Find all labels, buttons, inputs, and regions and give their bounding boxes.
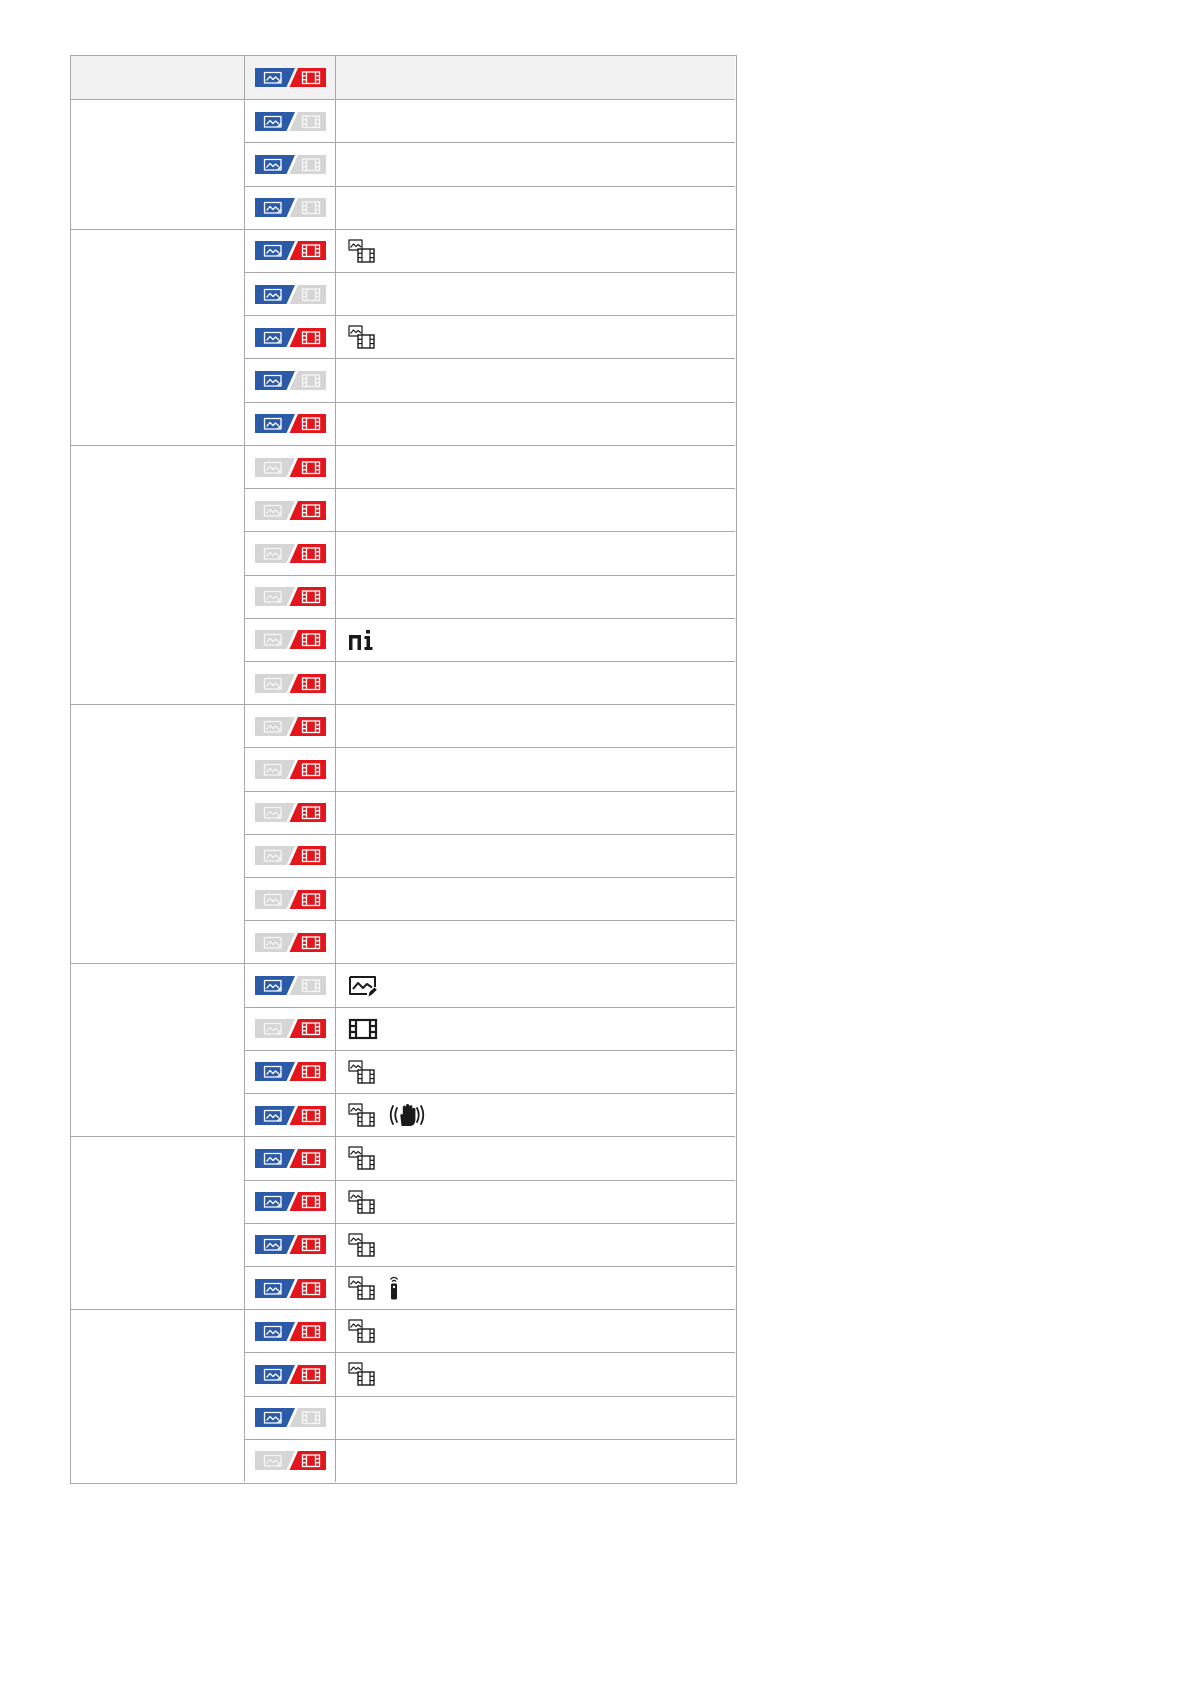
still-mode-icon — [255, 1192, 295, 1211]
still-mode-icon — [255, 717, 295, 736]
movie-mode-icon — [289, 933, 326, 952]
still-mode-icon — [255, 155, 295, 174]
detail-cell — [335, 488, 735, 531]
shooting-mode-badge — [255, 1106, 326, 1125]
shooting-mode-table — [70, 55, 737, 1484]
group-label-cell — [71, 1136, 244, 1309]
detail-cell — [335, 1093, 735, 1136]
detail-cell — [335, 618, 735, 661]
mode-cell — [244, 315, 335, 358]
detail-cell — [335, 963, 735, 1006]
still-mode-icon — [255, 1235, 295, 1254]
movie-mode-icon — [289, 587, 326, 606]
still-movie-icon — [348, 1319, 376, 1343]
still-mode-icon — [255, 1408, 295, 1427]
shooting-mode-badge — [255, 328, 326, 347]
still-mode-icon — [255, 371, 295, 390]
still-mode-icon — [255, 1322, 295, 1341]
mode-cell — [244, 834, 335, 877]
group-label-cell — [71, 963, 244, 1136]
detail-cell — [335, 1439, 735, 1482]
shooting-mode-badge — [255, 717, 326, 736]
shooting-mode-badge — [255, 1408, 326, 1427]
still-mode-icon — [255, 544, 295, 563]
shooting-mode-badge — [255, 241, 326, 260]
header-mode-cell — [244, 56, 335, 99]
still-mode-icon — [255, 285, 295, 304]
detail-cell — [335, 142, 735, 185]
movie-mode-icon — [289, 1062, 326, 1081]
still-mode-icon — [255, 803, 295, 822]
shooting-mode-badge — [255, 630, 326, 649]
mode-cell — [244, 1309, 335, 1352]
detail-cell — [335, 747, 735, 790]
detail-cell — [335, 661, 735, 704]
movie-mode-icon — [289, 1192, 326, 1211]
detail-cell — [335, 1050, 735, 1093]
still-movie-icon — [348, 1190, 376, 1214]
shooting-mode-badge — [255, 458, 326, 477]
still-mode-icon — [255, 1106, 295, 1125]
shooting-mode-badge — [255, 198, 326, 217]
movie-mode-icon — [289, 1106, 326, 1125]
movie-mode-icon — [289, 544, 326, 563]
mode-cell — [244, 531, 335, 574]
shooting-mode-badge — [255, 1279, 326, 1298]
header-label-cell — [71, 56, 244, 99]
still-movie-icon — [348, 1233, 376, 1257]
still-mode-icon — [255, 198, 295, 217]
detail-cell — [335, 1352, 735, 1395]
detail-cell — [335, 531, 735, 574]
detail-cell — [335, 99, 735, 142]
shooting-mode-badge — [255, 68, 326, 87]
detail-cell — [335, 315, 735, 358]
mode-cell — [244, 445, 335, 488]
ni-mark-icon — [348, 629, 376, 651]
mode-cell — [244, 1136, 335, 1179]
detail-cell — [335, 1309, 735, 1352]
movie-mode-icon — [289, 674, 326, 693]
mode-cell — [244, 229, 335, 272]
detail-cell — [335, 877, 735, 920]
shooting-mode-badge — [255, 1451, 326, 1470]
movie-mode-icon — [289, 803, 326, 822]
shooting-mode-badge — [255, 933, 326, 952]
movie-mode-icon — [289, 1451, 326, 1470]
movie-mode-icon — [289, 976, 326, 995]
mode-cell — [244, 402, 335, 445]
detail-cell — [335, 1136, 735, 1179]
still-mode-icon — [255, 112, 295, 131]
detail-cell — [335, 272, 735, 315]
movie-mode-icon — [289, 1235, 326, 1254]
shooting-mode-badge — [255, 371, 326, 390]
still-mode-icon — [255, 1062, 295, 1081]
mode-cell — [244, 488, 335, 531]
mode-cell — [244, 661, 335, 704]
mode-cell — [244, 1439, 335, 1482]
movie-mode-icon — [289, 112, 326, 131]
group-label-cell — [71, 445, 244, 704]
movie-mode-icon — [289, 458, 326, 477]
mode-cell — [244, 142, 335, 185]
still-movie-icon — [348, 1146, 376, 1170]
detail-cell — [335, 445, 735, 488]
detail-cell — [335, 1007, 735, 1050]
mode-cell — [244, 272, 335, 315]
remote-icon — [388, 1275, 400, 1301]
group-label-cell — [71, 229, 244, 445]
mode-cell — [244, 1223, 335, 1266]
mode-cell — [244, 1007, 335, 1050]
movie-mode-icon — [289, 717, 326, 736]
still-mode-icon — [255, 674, 295, 693]
still-mode-icon — [255, 976, 295, 995]
still-movie-icon — [348, 325, 376, 349]
shooting-mode-badge — [255, 1149, 326, 1168]
shooting-mode-badge — [255, 285, 326, 304]
shooting-mode-badge — [255, 1365, 326, 1384]
mode-cell — [244, 791, 335, 834]
movie-mode-icon — [289, 1322, 326, 1341]
mode-cell — [244, 99, 335, 142]
mode-cell — [244, 1050, 335, 1093]
movie-mode-icon — [289, 760, 326, 779]
movie-mode-icon — [289, 371, 326, 390]
mode-cell — [244, 186, 335, 229]
shooting-mode-badge — [255, 155, 326, 174]
still-mode-icon — [255, 1451, 295, 1470]
detail-cell — [335, 1180, 735, 1223]
mode-cell — [244, 1266, 335, 1309]
shooting-mode-badge — [255, 1062, 326, 1081]
mode-cell — [244, 1396, 335, 1439]
still-mode-icon — [255, 1279, 295, 1298]
movie-icon — [348, 1018, 378, 1040]
still-mode-icon — [255, 1365, 295, 1384]
mode-cell — [244, 1093, 335, 1136]
detail-cell — [335, 1223, 735, 1266]
still-image-icon — [348, 974, 378, 998]
shooting-mode-badge — [255, 976, 326, 995]
movie-mode-icon — [289, 630, 326, 649]
movie-mode-icon — [289, 68, 326, 87]
movie-mode-icon — [289, 1149, 326, 1168]
detail-cell — [335, 791, 735, 834]
movie-mode-icon — [289, 501, 326, 520]
shooting-mode-badge — [255, 544, 326, 563]
still-movie-icon — [348, 239, 376, 263]
shooting-mode-badge — [255, 1235, 326, 1254]
shooting-mode-badge — [255, 674, 326, 693]
mode-cell — [244, 575, 335, 618]
still-mode-icon — [255, 458, 295, 477]
still-mode-icon — [255, 414, 295, 433]
shooting-mode-badge — [255, 1322, 326, 1341]
detail-cell — [335, 575, 735, 618]
shooting-mode-badge — [255, 112, 326, 131]
header-detail-cell — [335, 56, 735, 99]
still-mode-icon — [255, 587, 295, 606]
shooting-mode-badge — [255, 1019, 326, 1038]
movie-mode-icon — [289, 1408, 326, 1427]
movie-mode-icon — [289, 328, 326, 347]
movie-mode-icon — [289, 890, 326, 909]
movie-mode-icon — [289, 285, 326, 304]
still-mode-icon — [255, 760, 295, 779]
shooting-mode-badge — [255, 501, 326, 520]
shooting-mode-badge — [255, 414, 326, 433]
detail-cell — [335, 229, 735, 272]
shooting-mode-badge — [255, 803, 326, 822]
mode-cell — [244, 877, 335, 920]
detail-cell — [335, 1266, 735, 1309]
movie-mode-icon — [289, 846, 326, 865]
group-label-cell — [71, 1309, 244, 1482]
still-movie-icon — [348, 1103, 376, 1127]
mode-cell — [244, 358, 335, 401]
mode-cell — [244, 704, 335, 747]
still-mode-icon — [255, 328, 295, 347]
mode-cell — [244, 963, 335, 1006]
detail-cell — [335, 402, 735, 445]
mode-cell — [244, 1180, 335, 1223]
mode-cell — [244, 920, 335, 963]
detail-cell — [335, 920, 735, 963]
movie-mode-icon — [289, 155, 326, 174]
movie-mode-icon — [289, 198, 326, 217]
detail-cell — [335, 358, 735, 401]
still-mode-icon — [255, 933, 295, 952]
group-label-cell — [71, 99, 244, 229]
movie-mode-icon — [289, 1019, 326, 1038]
shooting-mode-badge — [255, 760, 326, 779]
mode-cell — [244, 618, 335, 661]
shooting-mode-badge — [255, 846, 326, 865]
still-mode-icon — [255, 846, 295, 865]
group-label-cell — [71, 704, 244, 963]
movie-mode-icon — [289, 241, 326, 260]
still-mode-icon — [255, 1019, 295, 1038]
detail-cell — [335, 1396, 735, 1439]
movie-mode-icon — [289, 1279, 326, 1298]
still-movie-icon — [348, 1276, 376, 1300]
still-mode-icon — [255, 241, 295, 260]
steadyshot-icon — [388, 1102, 426, 1128]
still-movie-icon — [348, 1362, 376, 1386]
detail-cell — [335, 704, 735, 747]
shooting-mode-badge — [255, 587, 326, 606]
mode-cell — [244, 747, 335, 790]
still-mode-icon — [255, 630, 295, 649]
detail-cell — [335, 834, 735, 877]
still-movie-icon — [348, 1060, 376, 1084]
shooting-mode-badge — [255, 1192, 326, 1211]
shooting-mode-badge — [255, 890, 326, 909]
still-mode-icon — [255, 501, 295, 520]
movie-mode-icon — [289, 414, 326, 433]
still-mode-icon — [255, 68, 295, 87]
still-mode-icon — [255, 890, 295, 909]
movie-mode-icon — [289, 1365, 326, 1384]
detail-cell — [335, 186, 735, 229]
still-mode-icon — [255, 1149, 295, 1168]
mode-cell — [244, 1352, 335, 1395]
